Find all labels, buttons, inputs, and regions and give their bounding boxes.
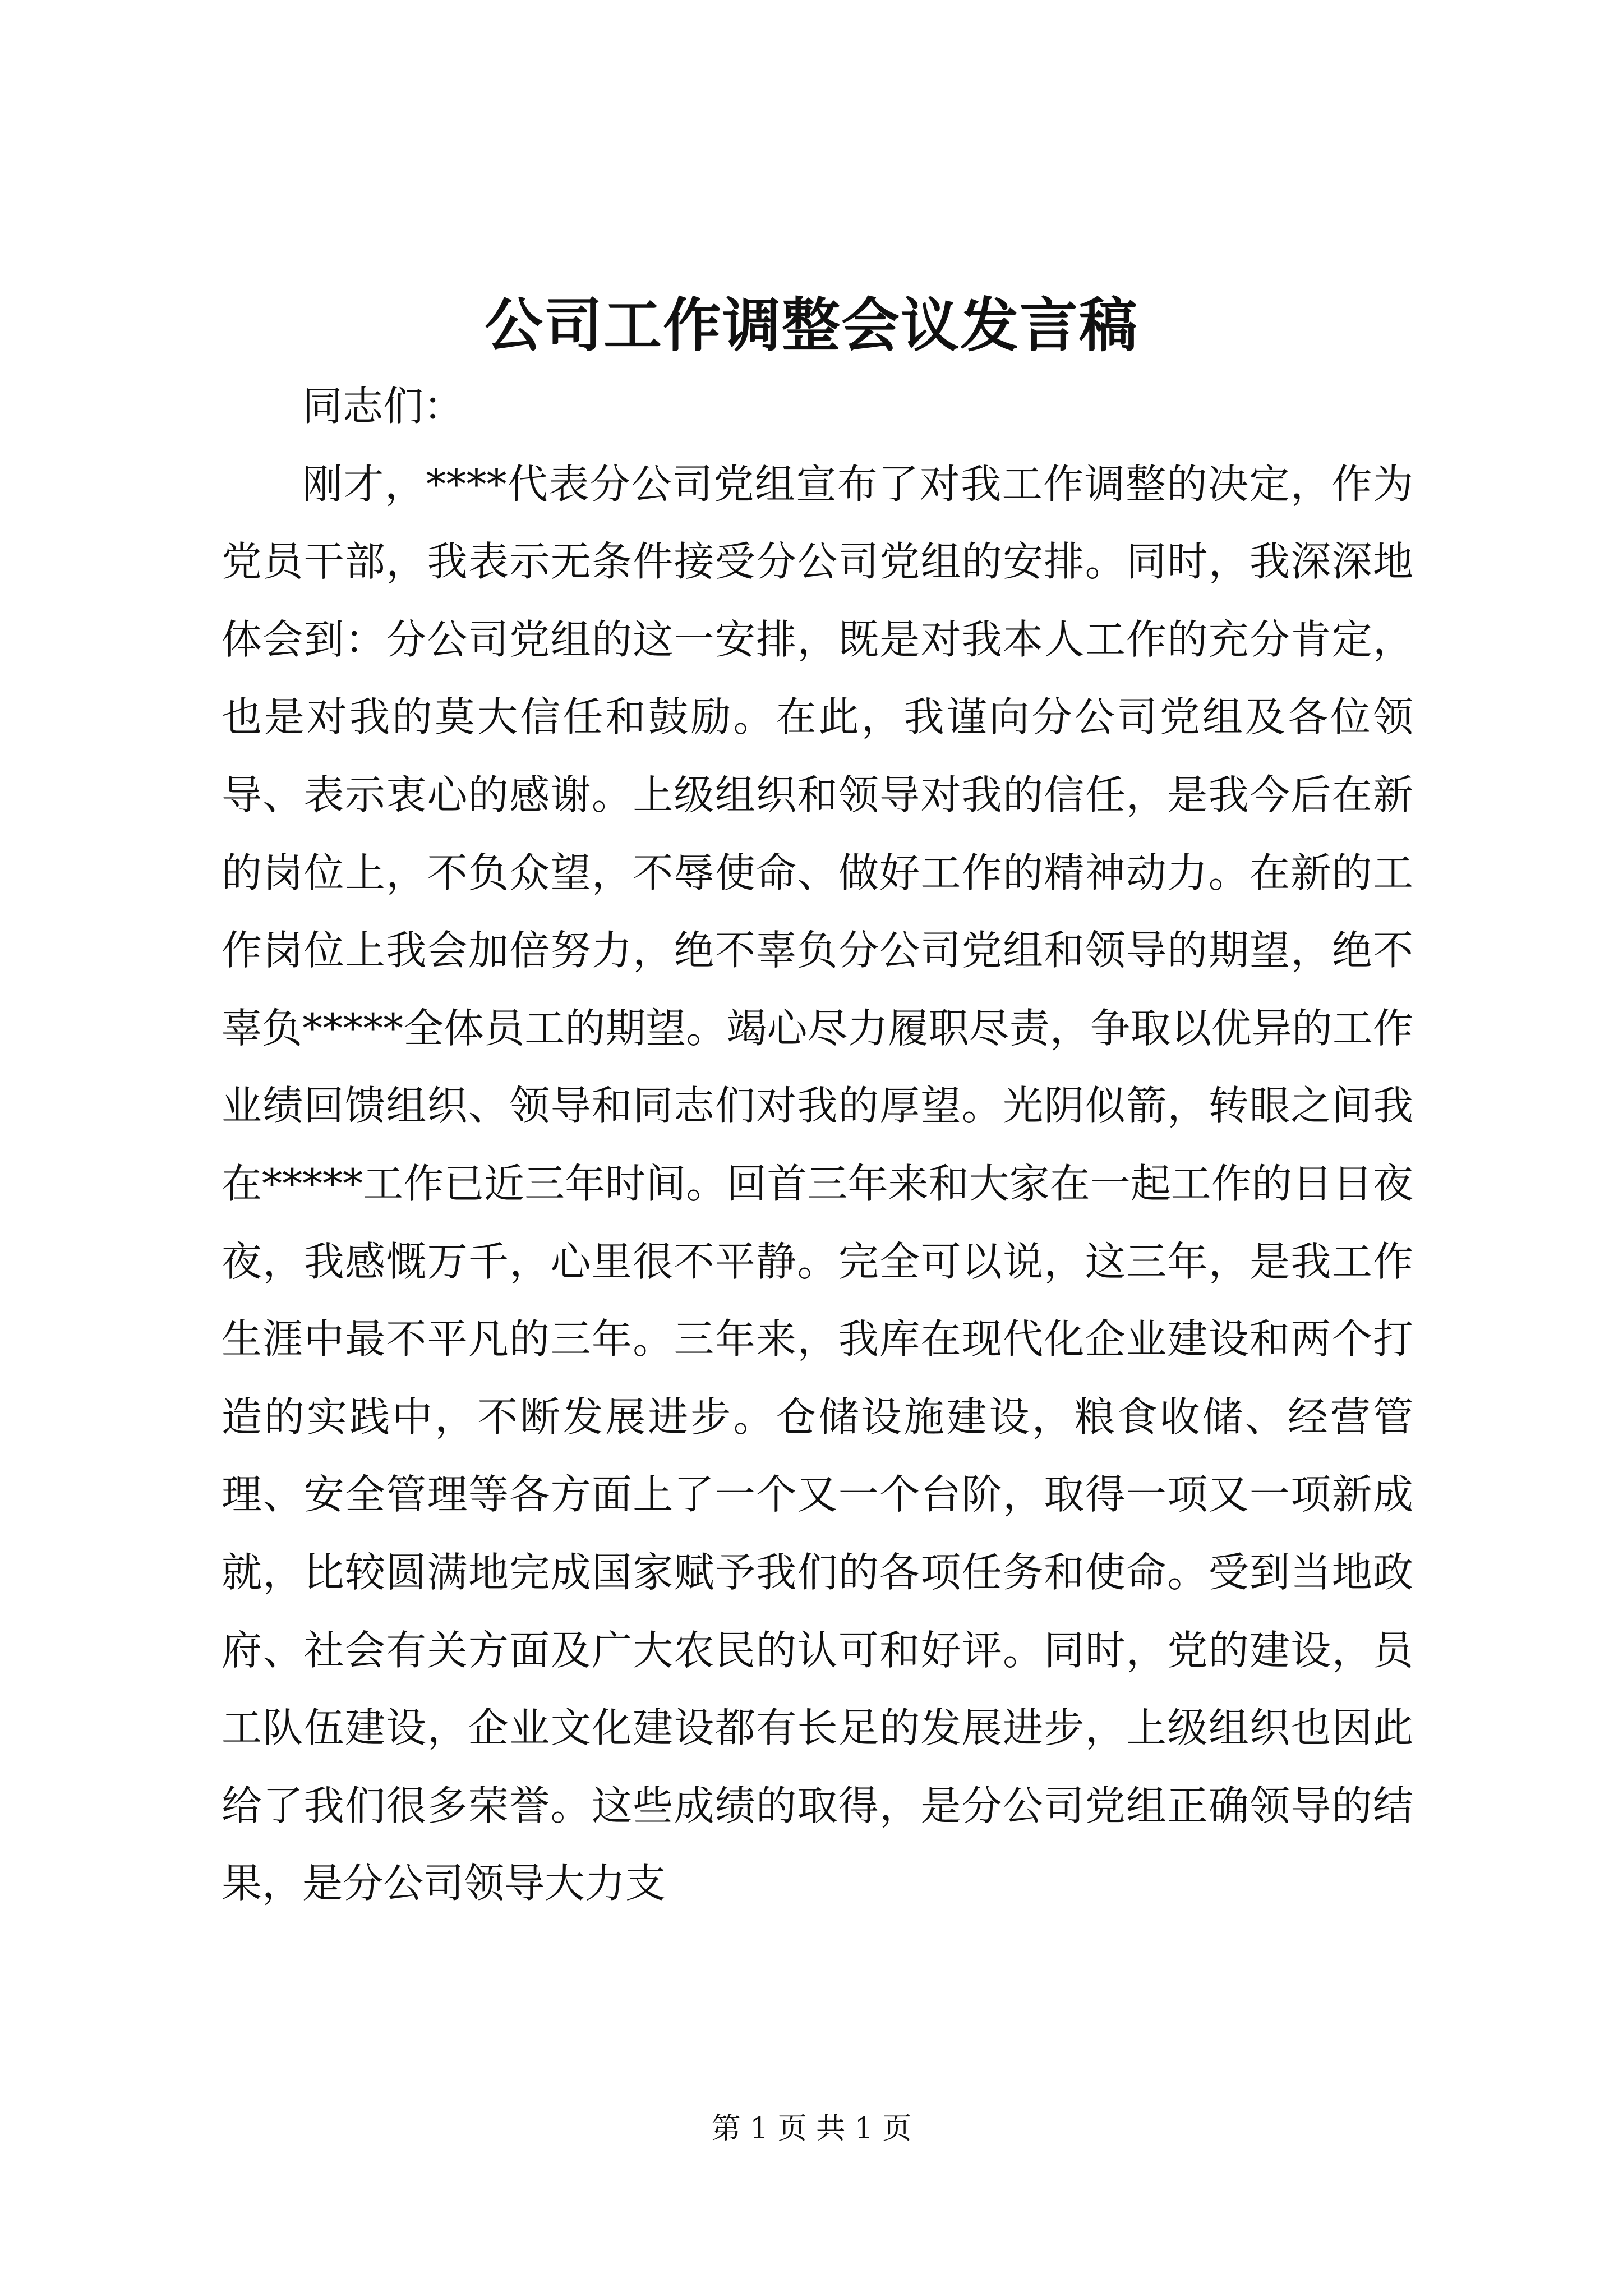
body-paragraph: 刚才，****代表分公司党组宣布了对我工作调整的决定，作为党员干部，我表示无条件接受分公司党组的安排。同时，我深深地体会到：分公司党组的这一安排，既是对我本人工作的充分肯定，也是对我的莫大信任和鼓励。在此，我谨向分公司党组及各位领导、表示衷心的感谢。上级组织和领导对我的信任，是我今后在新的岗位上，不负众望，不辱使命、做好工作的精神动力。在新的工作岗位上我会加倍努力，绝不辜负分公司党组和领导的期望，绝不辜负*****全体员工的期望。竭心尽力履职尽责，争取以优异的工作业绩回馈组织、领导和同志们对我的厚望。光阴似箭，转眼之间我在*****工作已近三年时间。回首三年来和大家在一起工作的日日夜夜，我感慨万千，心里很不平静。完全可以说，这三年，是我工作生涯中最不平凡的三年。三年来，我库在现代化企业建设和两个打造的实践中，不断发展进步。仓储设施建设，粮食收储、经营管理、安全管理等各方面上了一个又一个台阶，取得一项又一项新成就，比较圆满地完成国家赋予我们的各项任务和使命。受到当地政府、社会有关方面及广大农民的认可和好评。同时，党的建设，员工队伍建设，企业文化建设都有长足的发展进步，上级组织也因此给了我们很多荣誉。这些成绩的取得，是分公司党组正确领导的结果，是分公司领导大力支 bbox=[222, 460, 1413, 1907]
page-footer: 第 1 页 共 1 页 bbox=[711, 2112, 912, 2146]
document-body bbox=[222, 367, 1413, 1922]
salutation: 同志们： bbox=[302, 383, 464, 430]
document-title: 公司工作调整会议发言稿 bbox=[484, 291, 1138, 360]
